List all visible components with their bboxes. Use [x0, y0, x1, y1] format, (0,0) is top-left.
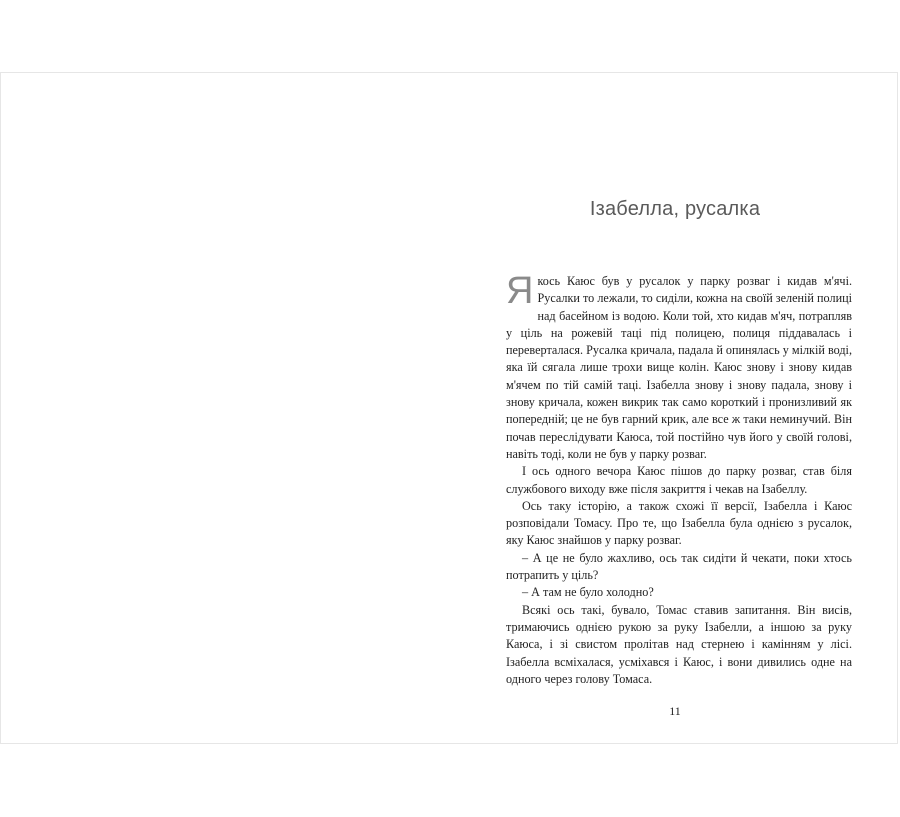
- paragraph-1-text: кось Каюс був у русалок у парку розваг і кидав м'ячі. Русалки то лежали, то сиділи, кожна на своїй зеленій полиці над басейном із водою. Коли той, хто кидав м'яч, потрапляв у ціль на рожевій таці під полицею, полиця піддавалась і переверталася. Русалка кричала, падала й опинялась у мілкій воді, яка їй сягала лише трохи вище колін. Каюс знову і знову кидав м'ячем по тій самій таці. Ізабелла знову і знову падала, знову і знову кричала, кожен викрик так само короткий і пронизливий як попередній; це не був гарний крик, але все ж таки неминучий. Він почав переслідувати Каюса, той постійно чув його у своїй голові, навіть тоді, коли не був у парку розваг.: [506, 274, 852, 461]
- paragraph-6: Всякі ось такі, бувало, Томас ставив запитання. Він висів, тримаючись однією рукою за руку Ізабелли, а іншою за руку Каюса, і зі свистом пролітав над стернею і камінням у лісі. Ізабелла всміхалася, усміхався і Каюс, і вони дивились одне на одного через голову Томаса.: [506, 602, 852, 686]
- page-number: 11: [669, 704, 681, 718]
- book-spread: [0, 72, 898, 744]
- drop-cap: Я: [506, 270, 534, 312]
- left-page: [1, 73, 451, 743]
- paragraph-1: [506, 270, 852, 463]
- dialogue-line-2: – А там не було холодно?: [522, 585, 654, 600]
- chapter-body: [506, 270, 852, 688]
- paragraph-3: Ось таку історію, а також схожі її версії, Ізабелла і Каюс розповідали Томасу. Про те, що Ізабелла була однією з русалок, яку Каюс знайшов у парку розваг.: [506, 498, 852, 548]
- dialogue-line-1: – А це не було жахливо, ось так сидіти й чекати, поки хтось потрапить у ціль?: [506, 550, 852, 583]
- chapter-title: Ізабелла, русалка: [589, 198, 761, 220]
- paragraph-2: І ось одного вечора Каюс пішов до парку розваг, став біля службового виходу вже після закриття і чекав на Ізабеллу.: [506, 464, 852, 496]
- right-page: [451, 73, 899, 743]
